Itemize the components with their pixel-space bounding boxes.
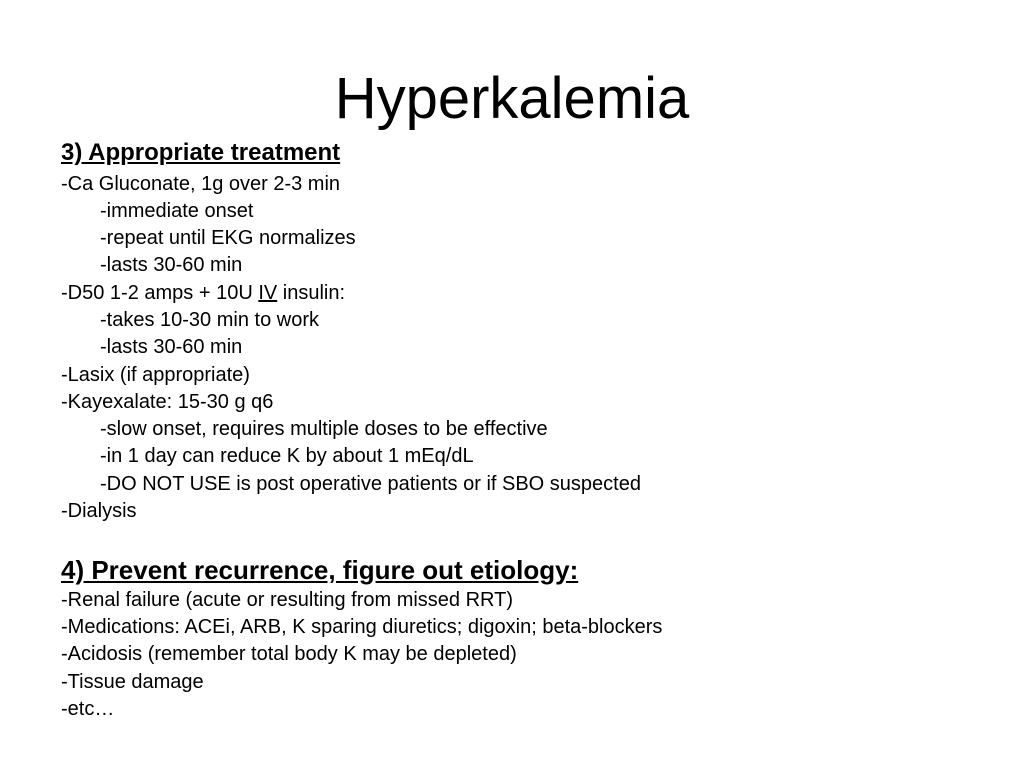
treatment-kayexalate: -Kayexalate: 15-30 g q6 (61, 391, 274, 413)
section-heading-treatment: 3) Appropriate treatment (61, 139, 341, 166)
treatment-ca-lasts: -lasts 30-60 min (100, 254, 243, 276)
treatment-d50-takes: -takes 10-30 min to work (100, 309, 319, 331)
treatment-kay-donot: -DO NOT USE is post operative patients or if SBO suspected (100, 473, 641, 495)
treatment-d50-iv: IV (258, 282, 278, 304)
treatment-lasix: -Lasix (if appropriate) (61, 364, 250, 386)
slide-title: Hyperkalemia (334, 66, 690, 131)
treatment-d50-lasts: -lasts 30-60 min (100, 336, 243, 358)
etiology-etc: -etc… (61, 698, 115, 720)
treatment-kay-reduce: -in 1 day can reduce K by about 1 mEq/dL (100, 445, 474, 467)
etiology-medications: -Medications: ACEi, ARB, K sparing diuretics; digoxin; beta-blockers (61, 616, 663, 638)
treatment-d50-suffix: insulin: (277, 282, 346, 304)
section-heading-prevent: 4) Prevent recurrence, figure out etiology: (61, 555, 579, 585)
treatment-kay-slow: -slow onset, requires multiple doses to be effective (100, 418, 548, 440)
treatment-ca-repeat: -repeat until EKG normalizes (100, 227, 356, 249)
treatment-d50-prefix: -D50 1-2 amps + 10U (61, 282, 259, 304)
treatment-d50-insulin (61, 280, 345, 306)
etiology-tissue: -Tissue damage (61, 671, 204, 693)
etiology-acidosis: -Acidosis (remember total body K may be depleted) (61, 643, 517, 665)
etiology-renal: -Renal failure (acute or resulting from missed RRT) (61, 589, 514, 611)
treatment-ca-onset: -immediate onset (100, 200, 254, 222)
treatment-dialysis: -Dialysis (61, 500, 137, 522)
treatment-ca-gluconate: -Ca Gluconate, 1g over 2-3 min (61, 173, 341, 195)
